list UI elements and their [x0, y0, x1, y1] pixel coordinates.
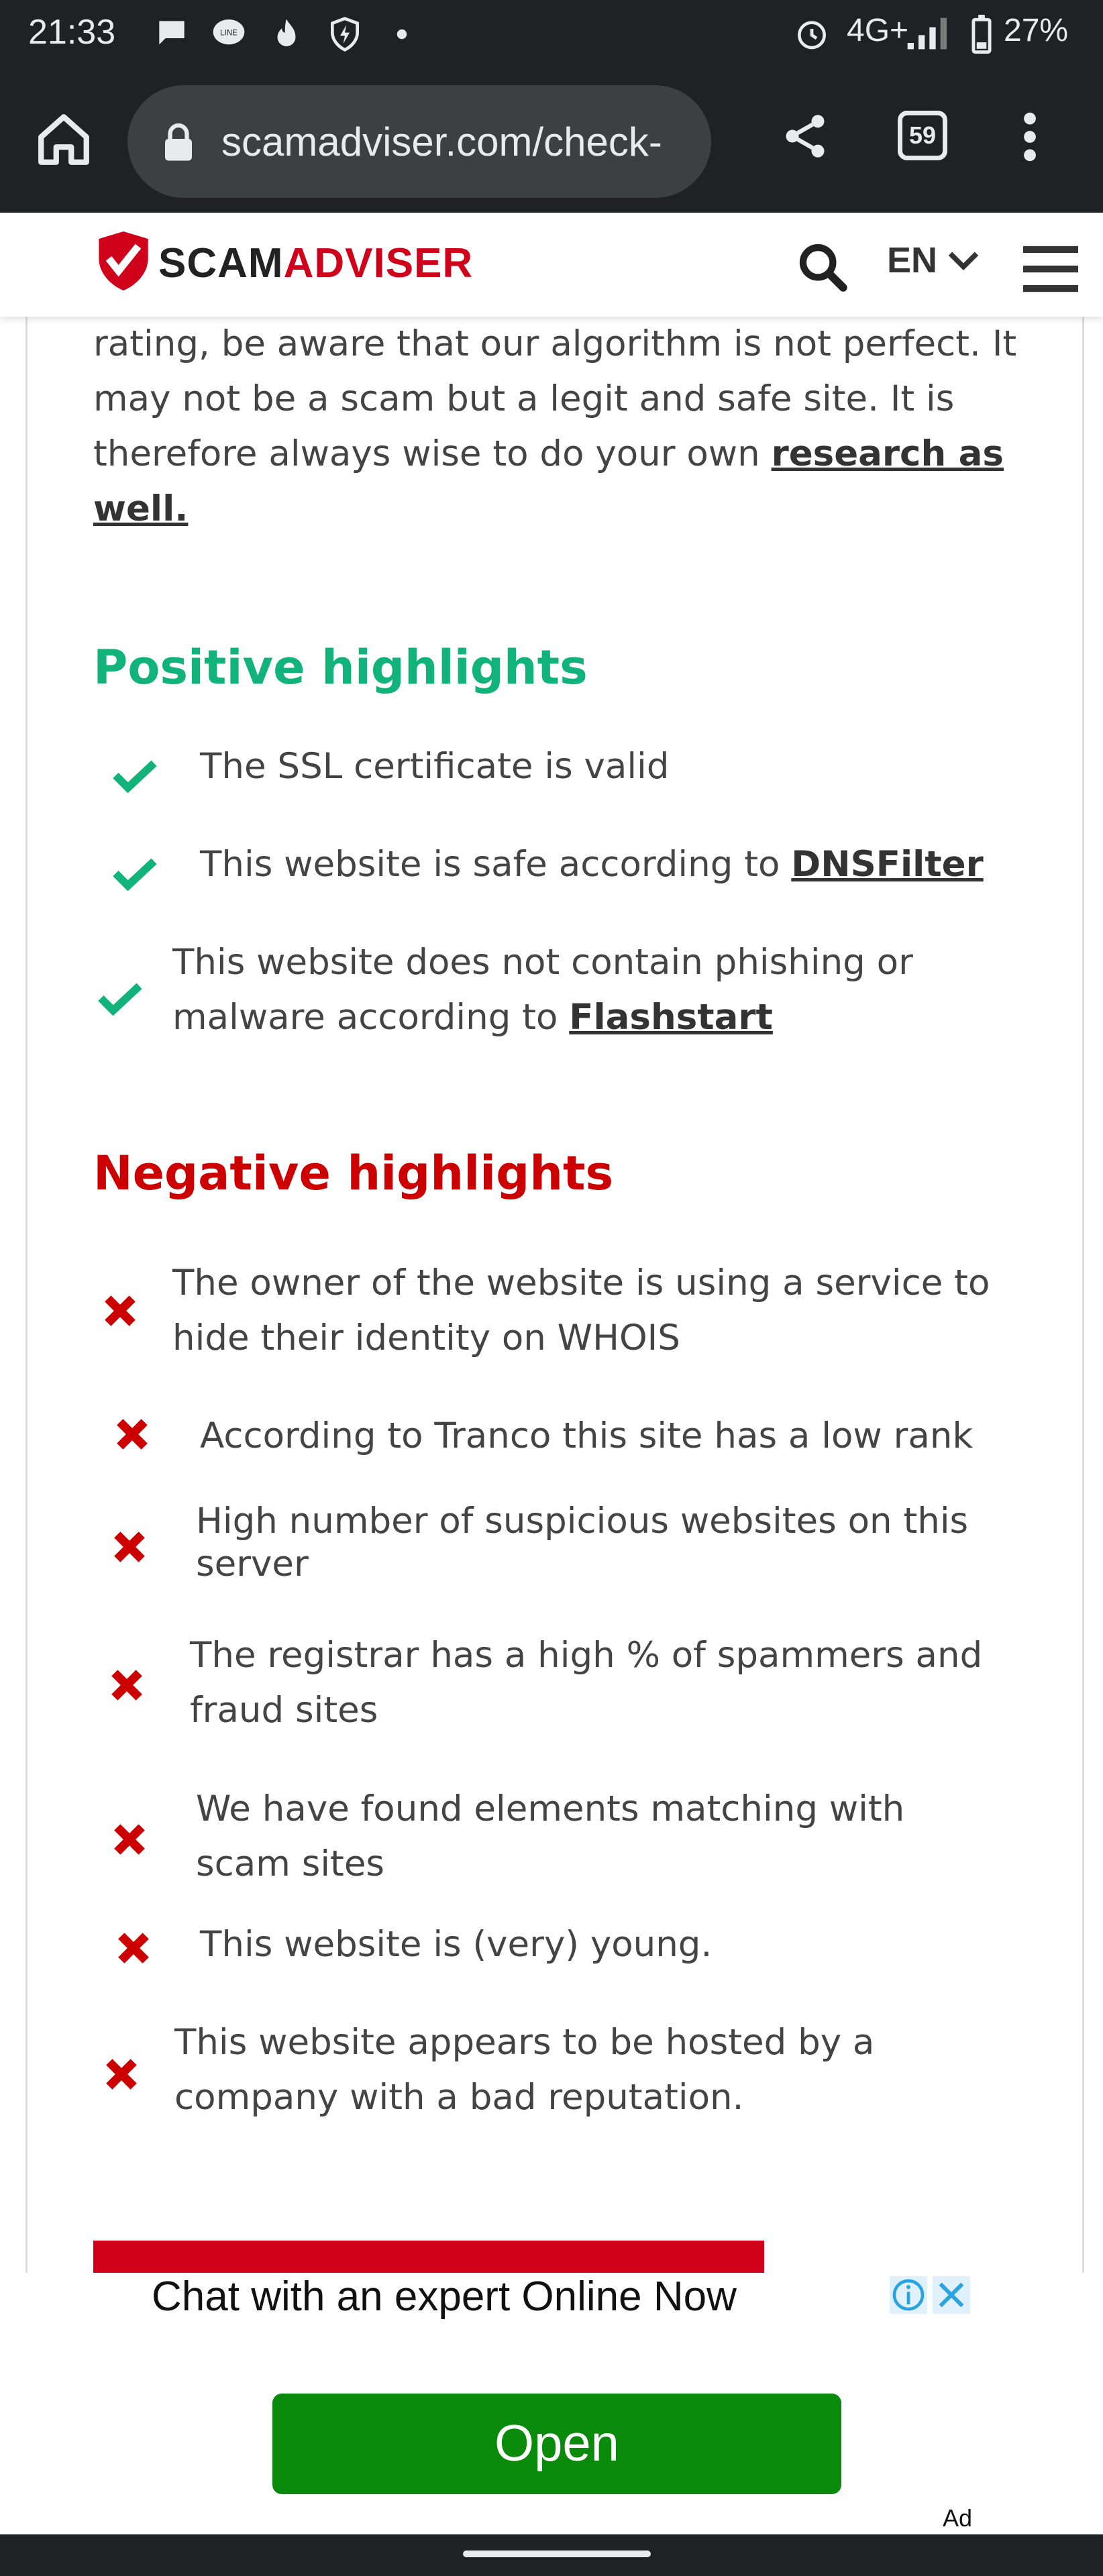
negative-item: High number of suspicious websites on this server	[196, 1501, 969, 1585]
alarm-icon	[793, 15, 831, 52]
battery-icon	[970, 15, 993, 54]
ad-label: Ad	[943, 2504, 973, 2532]
negative-item: According to Tranco this site has a low rank	[200, 1415, 974, 1456]
negative-item: The owner of the website is using a service to hide their identity on WHOIS	[172, 1263, 990, 1358]
ad-open-button[interactable]: Open	[272, 2394, 841, 2494]
check-icon	[97, 981, 143, 1016]
cross-icon	[116, 1931, 151, 1966]
close-icon[interactable]	[933, 2276, 970, 2314]
fire-icon	[268, 15, 305, 54]
ad-banner	[0, 2273, 1103, 2534]
cross-icon	[115, 1417, 150, 1452]
cross-icon	[112, 1529, 147, 1564]
check-icon	[112, 856, 158, 891]
signal-icon	[904, 15, 951, 52]
address-bar[interactable]	[127, 85, 711, 198]
home-gesture-pill[interactable]	[463, 2551, 651, 2557]
svg-text:LINE: LINE	[220, 28, 238, 38]
chat-bubble-icon	[153, 15, 191, 52]
cross-icon	[112, 1822, 147, 1857]
check-icon	[112, 758, 158, 793]
positive-highlights-title: Positive highlights	[93, 640, 588, 695]
language-selector[interactable]: EN	[887, 240, 938, 280]
menu-icon[interactable]	[1023, 242, 1078, 296]
dnsfilter-link[interactable]: DNSFilter	[791, 844, 984, 885]
negative-item: The registrar has a high % of spammers and fraud sites	[190, 1635, 983, 1731]
info-icon[interactable]	[890, 2276, 927, 2314]
dot-icon	[396, 28, 408, 40]
red-banner[interactable]	[93, 2241, 764, 2273]
shield-icon	[326, 15, 364, 54]
negative-item: This website appears to be hosted by a company with a bad reputation.	[174, 2022, 875, 2118]
share-icon[interactable]	[780, 111, 831, 162]
positive-item: The SSL certificate is valid	[200, 746, 670, 787]
flashstart-link[interactable]: Flashstart	[569, 997, 773, 1038]
cross-icon	[109, 1668, 144, 1703]
battery-percent: 27%	[1004, 13, 1069, 48]
main-content	[25, 317, 1084, 2273]
research-link[interactable]: research as well.	[93, 433, 1004, 529]
site-logo[interactable]: SCAMADVISER	[158, 240, 474, 286]
line-icon	[209, 15, 248, 52]
home-icon[interactable]	[34, 109, 94, 170]
tab-switcher-button[interactable]: 59	[898, 111, 947, 160]
search-icon[interactable]	[795, 239, 850, 294]
positive-item: This website is safe according to DNSFilter	[200, 844, 984, 885]
cross-icon	[104, 2057, 139, 2092]
chevron-down-icon[interactable]	[946, 248, 981, 274]
status-bar	[0, 0, 1103, 70]
browser-toolbar	[0, 70, 1103, 213]
negative-item: We have found elements matching with scam sites	[196, 1788, 905, 1884]
negative-item: This website is (very) young.	[200, 1924, 713, 1965]
url-text: scamadviser.com/check-	[221, 119, 662, 164]
network-type: 4G+	[847, 13, 909, 48]
system-navigation-bar	[0, 2534, 1103, 2576]
site-header	[0, 213, 1103, 317]
lock-icon	[161, 122, 196, 162]
status-time: 21:33	[28, 13, 116, 52]
logo-shield-icon[interactable]	[94, 229, 153, 293]
cross-icon	[103, 1293, 138, 1328]
more-icon[interactable]	[1020, 109, 1040, 164]
intro-paragraph: rating, be aware that our algorithm is not perfect. It may not be a scam but a legit and safe site. It is therefore always wise to do your own research as well.	[93, 323, 1017, 529]
negative-highlights-title: Negative highlights	[93, 1146, 614, 1201]
ad-title[interactable]: Chat with an expert Online Now	[152, 2273, 737, 2320]
positive-item: This website does not contain phishing or malware according to Flashstart	[172, 942, 913, 1038]
